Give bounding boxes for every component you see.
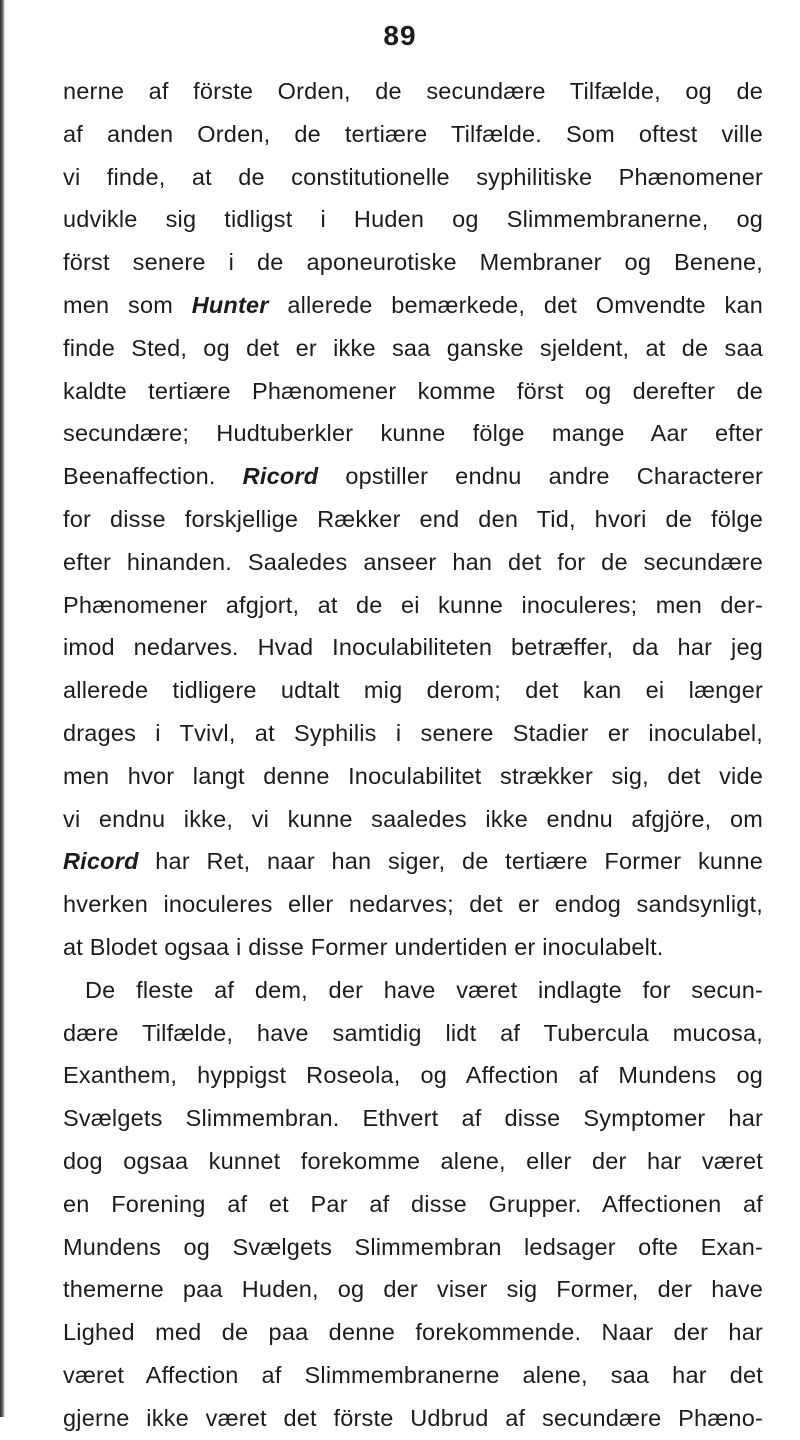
text-line [63, 455, 763, 498]
text-line: for disse forskjellige Rækker end den Tid, hvori de fölge [63, 505, 763, 532]
text-line: först senere i de aponeurotiske Membraner og Benene, [63, 249, 763, 276]
text-line [63, 840, 763, 883]
text-line: vi finde, at de constitutionelle syphilitiske Phænomener [63, 163, 763, 190]
text-line: været Affection af Slimmembranerne alene, saa har det [63, 1361, 763, 1388]
text-segment: har Ret, naar han siger, de tertiære Former kunne [138, 848, 763, 875]
text-line: Exanthem, hyppigst Roseola, og Affection af Mundens og [63, 1062, 763, 1089]
text-line: af anden Orden, de tertiære Tilfælde. Som oftest ville [63, 120, 763, 147]
text-line: dog ogsaa kunnet forekomme alene, eller der har været [63, 1147, 763, 1174]
text-segment: men som [63, 291, 192, 318]
text-line [63, 284, 763, 327]
text-line: allerede tidligere udtalt mig derom; det kan ei længer [63, 677, 763, 704]
text-line: imod nedarves. Hvad Inoculabiliteten betræffer, da har jeg [63, 634, 763, 661]
text-line: Svælgets Slimmembran. Ethvert af disse Symptomer har [63, 1105, 763, 1132]
italic-name: Ricord [242, 463, 319, 490]
text-line: efter hinanden. Saaledes anseer han det for de secundære [63, 548, 763, 575]
page-number: 89 [383, 20, 417, 51]
italic-name: Hunter [191, 291, 269, 318]
text-line: Phænomener afgjort, at de ei kunne inoculeres; men der- [63, 591, 763, 618]
text-segment: Beenaffection. [63, 463, 243, 490]
body-text [63, 70, 763, 1440]
text-line: nerne af förste Orden, de secundære Tilfælde, og de [63, 78, 763, 104]
text-line: secundære; Hudtuberkler kunne fölge mange Aar efter [63, 420, 763, 447]
text-line: en Forening af et Par af disse Grupper. Affectionen af [63, 1190, 763, 1217]
italic-name: Ricord [63, 848, 139, 875]
text-line: finde Sted, og det er ikke saa ganske sjeldent, at de saa [63, 334, 763, 361]
text-segment: allerede bemærkede, det Omvendte kan [268, 291, 763, 318]
text-line: vi endnu ikke, vi kunne saaledes ikke endnu afgjöre, om [63, 805, 763, 832]
text-segment: opstiller endnu andre Characterer [318, 463, 763, 490]
text-line: kaldte tertiære Phænomener komme först og derefter de [63, 377, 763, 404]
text-line: De fleste af dem, der have været indlagte for secun- [85, 976, 763, 1003]
text-line: Mundens og Svælgets Slimmembran ledsager ofte Exan- [63, 1233, 763, 1260]
text-line: men hvor langt denne Inoculabilitet strækker sig, det vide [63, 762, 763, 789]
text-line: at Blodet ogsaa i disse Former undertiden er inoculabelt. [63, 933, 664, 960]
page-spine-shadow [0, 0, 5, 1417]
text-line: hverken inoculeres eller nedarves; det er endog sandsynligt, [63, 891, 763, 918]
text-line: dære Tilfælde, have samtidig lidt af Tubercula mucosa, [63, 1019, 763, 1046]
text-line: udvikle sig tidligst i Huden og Slimmembranerne, og [63, 206, 763, 233]
text-line: gjerne ikke været det förste Udbrud af secundære Phæno- [63, 1404, 763, 1431]
text-line: themerne paa Huden, og der viser sig Former, der have [63, 1276, 763, 1303]
text-line: drages i Tvivl, at Syphilis i senere Stadier er inoculabel, [63, 719, 763, 746]
text-line: Lighed med de paa denne forekommende. Naar der har [63, 1319, 763, 1346]
